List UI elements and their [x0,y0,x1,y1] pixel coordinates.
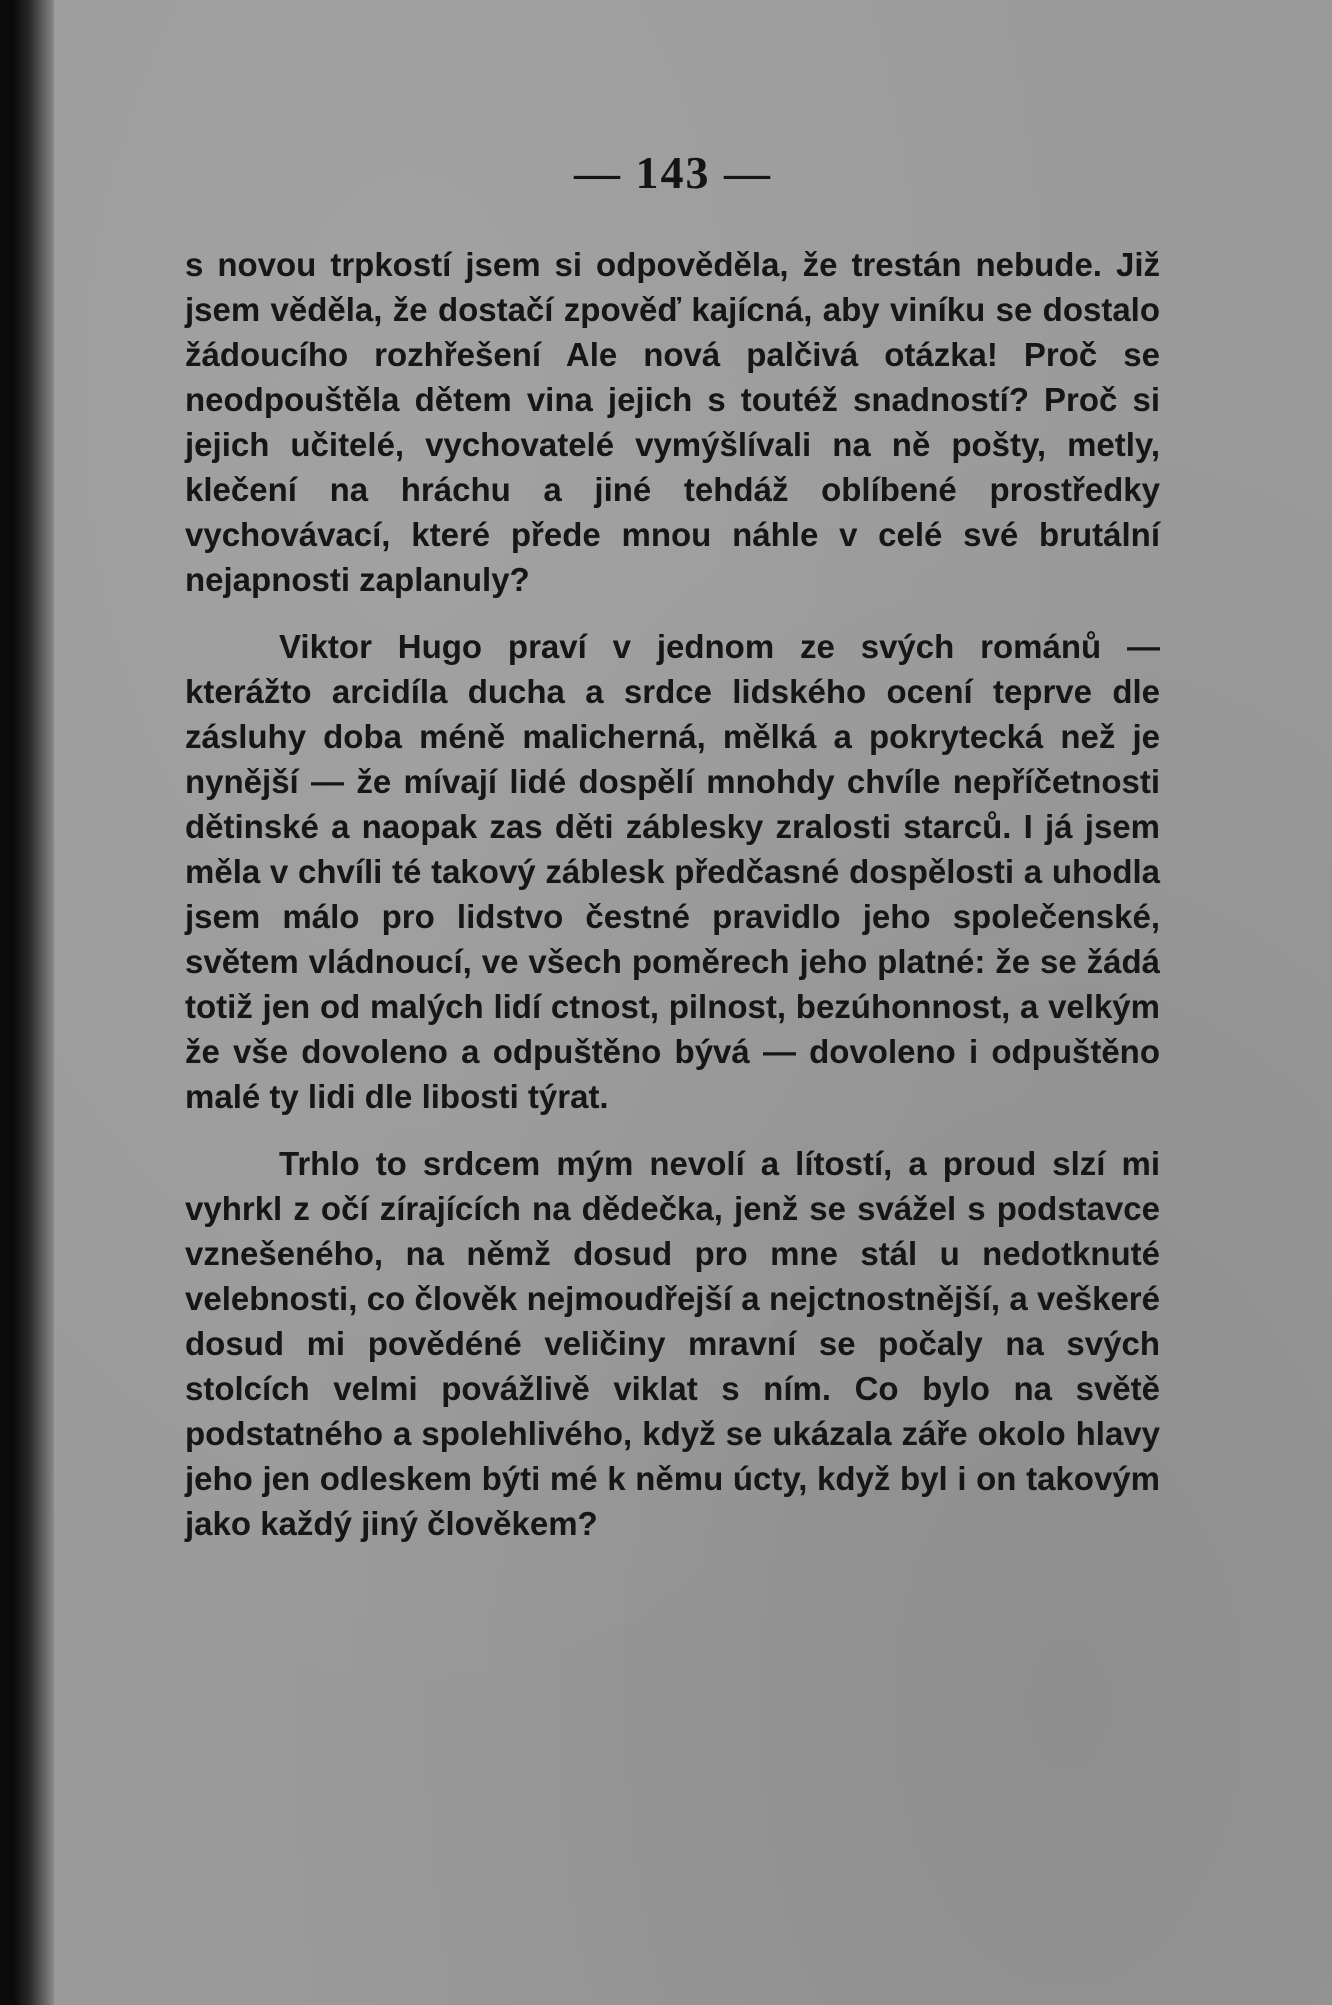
page-binding-shadow [14,0,54,2005]
page-number: — 143 — [574,147,772,198]
body-text [185,242,1160,1546]
book-page [14,0,1332,2005]
paragraph-2: Viktor Hugo praví v jednom ze svých románů — kterážto arcidíla ducha a srdce lidského ocení teprve dle zásluhy doba méně malicherná, mělká a pokrytecká než je nynější — že mívají lidé dospělí mnohdy chvíle nepříčetnosti dětinské a naopak zas děti záblesky zralosti starců. I já jsem měla v chvíli té takový záblesk předčasné dospělosti a uhodla jsem málo pro lidstvo čestné pravidlo jeho společenské, světem vládnoucí, ve všech poměrech jeho platné: že se žádá totiž jen od malých lidí ctnost, pilnost, bezúhonnost, a velkým že vše dovoleno a odpuštěno bývá — dovoleno i odpuštěno malé ty lidi dle libosti týrat. [185,628,1160,1115]
paragraph-1: s novou trpkostí jsem si odpověděla, že trestán nebude. Již jsem věděla, že dostačí zpověď kajícná, aby viníku se dostalo žádoucího rozhřešení Ale nová palčivá otázka! Proč se neodpouštěla dětem vina jejich s toutéž snadností? Proč si jejich učitelé, vychovatelé vymýšlívali na ně pošty, metly, klečení na hráchu a jiné tehdáž oblíbené prostředky vychovávací, které přede mnou náhle v celé své brutální nejapnosti zaplanuly? [185,246,1160,598]
paragraph-3: Trhlo to srdcem mým nevolí a lítostí, a proud slzí mi vyhrkl z očí zírajících na dědečka, jenž se svážel s podstavce vznešeného, na němž dosud pro mne stál u nedotknuté velebnosti, co člověk nejmoudřejší a nejctnostnější, a veškeré dosud mi povědéné veličiny mravní se počaly na svých stolcích velmi povážlivě viklat s ním. Co bylo na světě podstatného a spolehlivého, když se ukázala záře okolo hlavy jeho jen odleskem býti mé k němu úcty, když byl i on takovým jako každý jiný člověkem? [185,1145,1160,1542]
